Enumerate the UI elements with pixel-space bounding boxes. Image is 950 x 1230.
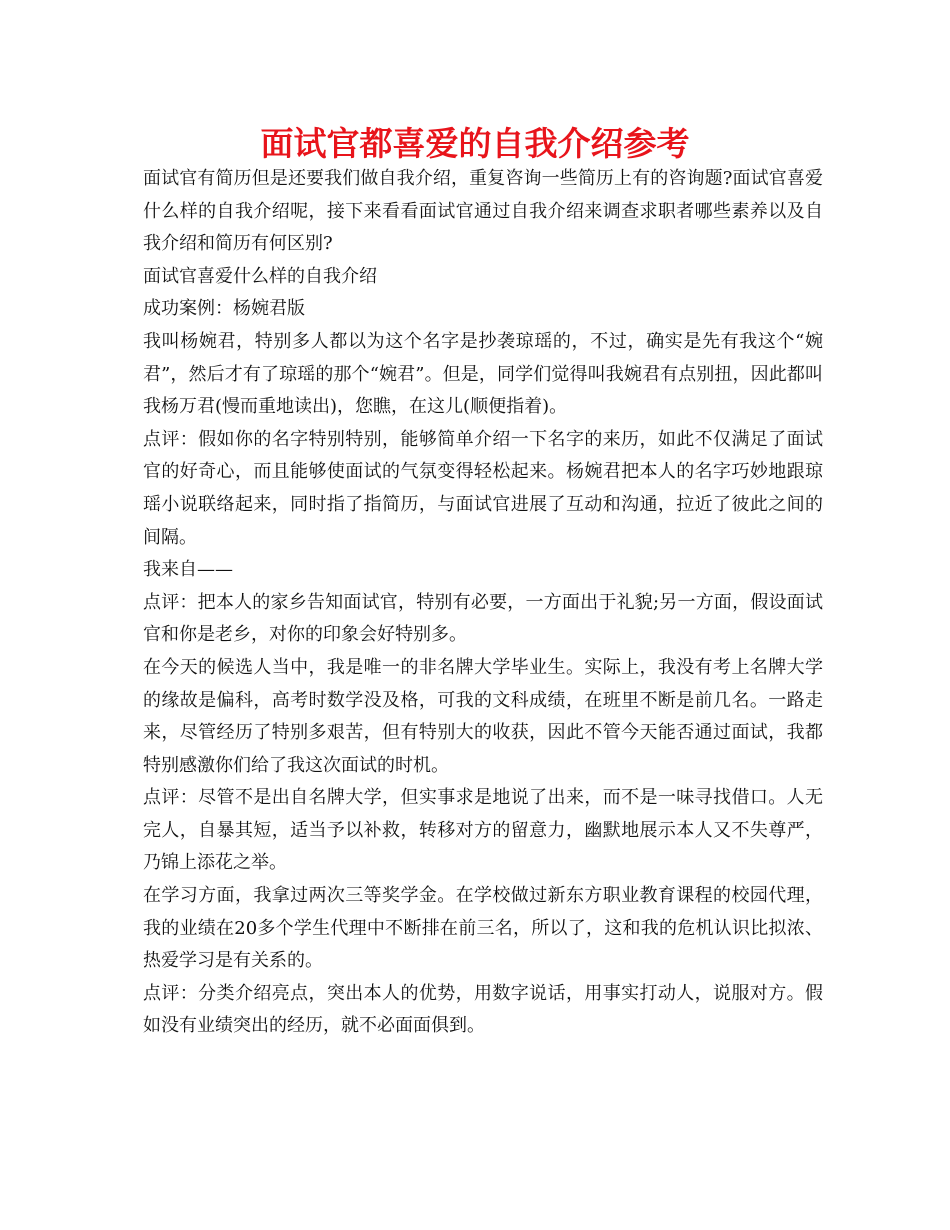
section-heading: 面试官喜爱什么样的自我介绍 xyxy=(143,265,377,287)
case-heading: 成功案例：杨婉君版 xyxy=(143,298,305,320)
comment-paragraph-hometown: 点评：把本人的家乡告知面试官，特别有必要，一方面出于礼貌;另一方面，假设面试官和你是老乡，对你的印象会好特别多。 xyxy=(143,591,823,646)
case-paragraph-name: 我叫杨婉君，特别多人都以为这个名字是抄袭琼瑶的，不过，确实是先有我这个“婉君”，然后才有了琼瑶的那个“婉君”。但是，同学们觉得叫我婉君有点别扭，因此都叫我杨万君(慢而重地读出)，您瞧，在这儿(顺便指着)。 xyxy=(143,330,823,418)
document-body xyxy=(143,163,823,1043)
comment-paragraph-name: 点评：假如你的名字特别特别，能够简单介绍一下名字的来历，如此不仅满足了面试官的好奇心，而且能够使面试的气氛变得轻松起来。杨婉君把本人的名字巧妙地跟琼瑶小说联络起来，同时指了指简历，与面试官进展了互动和沟通，拉近了彼此之间的间隔。 xyxy=(143,428,823,548)
case-paragraph-study: 在学习方面，我拿过两次三等奖学金。在学校做过新东方职业教育课程的校园代理，我的业绩在20多个学生代理中不断排在前三名，所以了，这和我的危机认识比拟浓、热爱学习是有关系的。 xyxy=(143,885,823,972)
intro-paragraph: 面试官有简历但是还要我们做自我介绍，重复咨询一些简历上有的咨询题?面试官喜爱什么样的自我介绍呢，接下来看看面试官通过自我介绍来调查求职者哪些素养以及自我介绍和简历有何区别? xyxy=(143,168,823,255)
case-paragraph-hometown: 我来自—— xyxy=(143,559,233,581)
comment-paragraph-study: 点评：分类介绍亮点，突出本人的优势，用数字说话，用事实打动人，说服对方。假如没有业绩突出的经历，就不必面面俱到。 xyxy=(143,982,823,1037)
case-paragraph-school: 在今天的候选人当中，我是唯一的非名牌大学毕业生。实际上，我没有考上名牌大学的缘故是偏科，高考时数学没及格，可我的文科成绩，在班里不断是前几名。一路走来，尽管经历了特别多艰苦，但有特别大的收获，因此不管今天能否通过面试，我都特别感激你们给了我这次面试的时机。 xyxy=(143,656,823,776)
comment-paragraph-school: 点评：尽管不是出自名牌大学，但实事求是地说了出来，而不是一味寻找借口。人无完人，自暴其短，适当予以补救，转移对方的留意力，幽默地展示本人又不失尊严，乃锦上添花之举。 xyxy=(143,787,823,874)
document-title: 面试官都喜爱的自我介绍参考 xyxy=(260,124,690,163)
